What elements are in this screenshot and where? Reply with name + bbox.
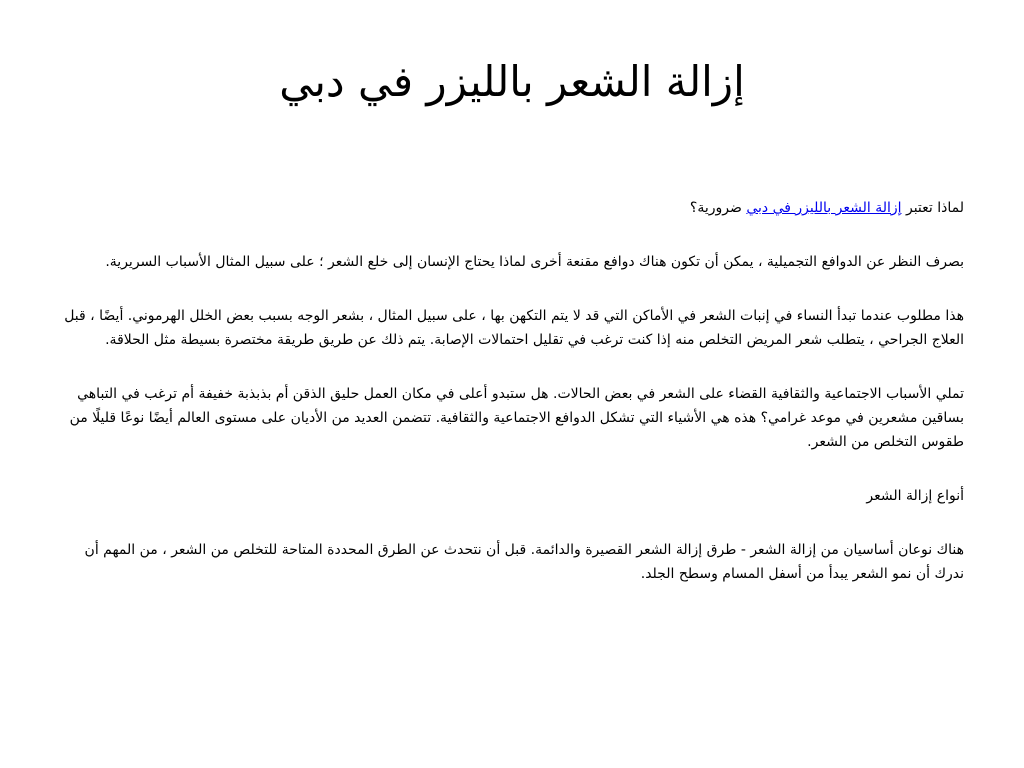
intro-paragraph bbox=[62, 196, 964, 220]
paragraph-medical-reasons: بصرف النظر عن الدوافع التجميلية ، يمكن أن تكون هناك دوافع مقنعة أخرى لماذا يحتاج الإنسان إلى خلع الشعر ؛ على سبيل المثال الأسباب السريرية. bbox=[105, 254, 964, 270]
section-heading-hair-removal-types: أنواع إزالة الشعر bbox=[866, 488, 964, 504]
paragraph-social-cultural: تملي الأسباب الاجتماعية والثقافية القضاء على الشعر في بعض الحالات. هل ستبدو أعلى في مكان العمل حليق الذقن أم بذبذبة خفيفة أم ترغب في التباهي بساقين مشعرين في موعد غرامي؟ هذه هي الأشياء التي تشكل الدوافع الاجتماعية والثقافية. تتضمن العديد من الأديان على مستوى العالم أيضًا نوعًا قليلًا من طقوس التخلص من الشعر. bbox=[69, 386, 964, 450]
slide-body bbox=[62, 196, 964, 616]
paragraph-hormonal-surgery: هذا مطلوب عندما تبدأ النساء في إنبات الشعر في الأماكن التي قد لا يتم التكهن بها ، على سبيل المثال ، بشعر الوجه بسبب بعض الخلل الهرموني. أيضًا ، قبل العلاج الجراحي ، يتطلب شعر المريض التخلص منه إذا كنت ترغب في تقليل احتمالات الإصابة. يتم ذلك عن طريق طريقة مختصرة بسيطة مثل الحلاقة. bbox=[64, 308, 964, 348]
intro-suffix: ضرورية؟ bbox=[689, 200, 747, 216]
laser-hair-removal-link[interactable]: إزالة الشعر بالليزر في دبي bbox=[746, 200, 902, 216]
paragraph-removal-types: هناك نوعان أساسيان من إزالة الشعر - طرق إزالة الشعر القصيرة والدائمة. قبل أن نتحدث عن الطرق المحددة المتاحة للتخلص من الشعر ، من المهم أن ندرك أن نمو الشعر يبدأ من أسفل المسام وسطح الجلد. bbox=[84, 542, 964, 582]
page-title: إزالة الشعر بالليزر في دبي bbox=[279, 57, 745, 106]
intro-prefix: لماذا تعتبر bbox=[901, 200, 964, 216]
